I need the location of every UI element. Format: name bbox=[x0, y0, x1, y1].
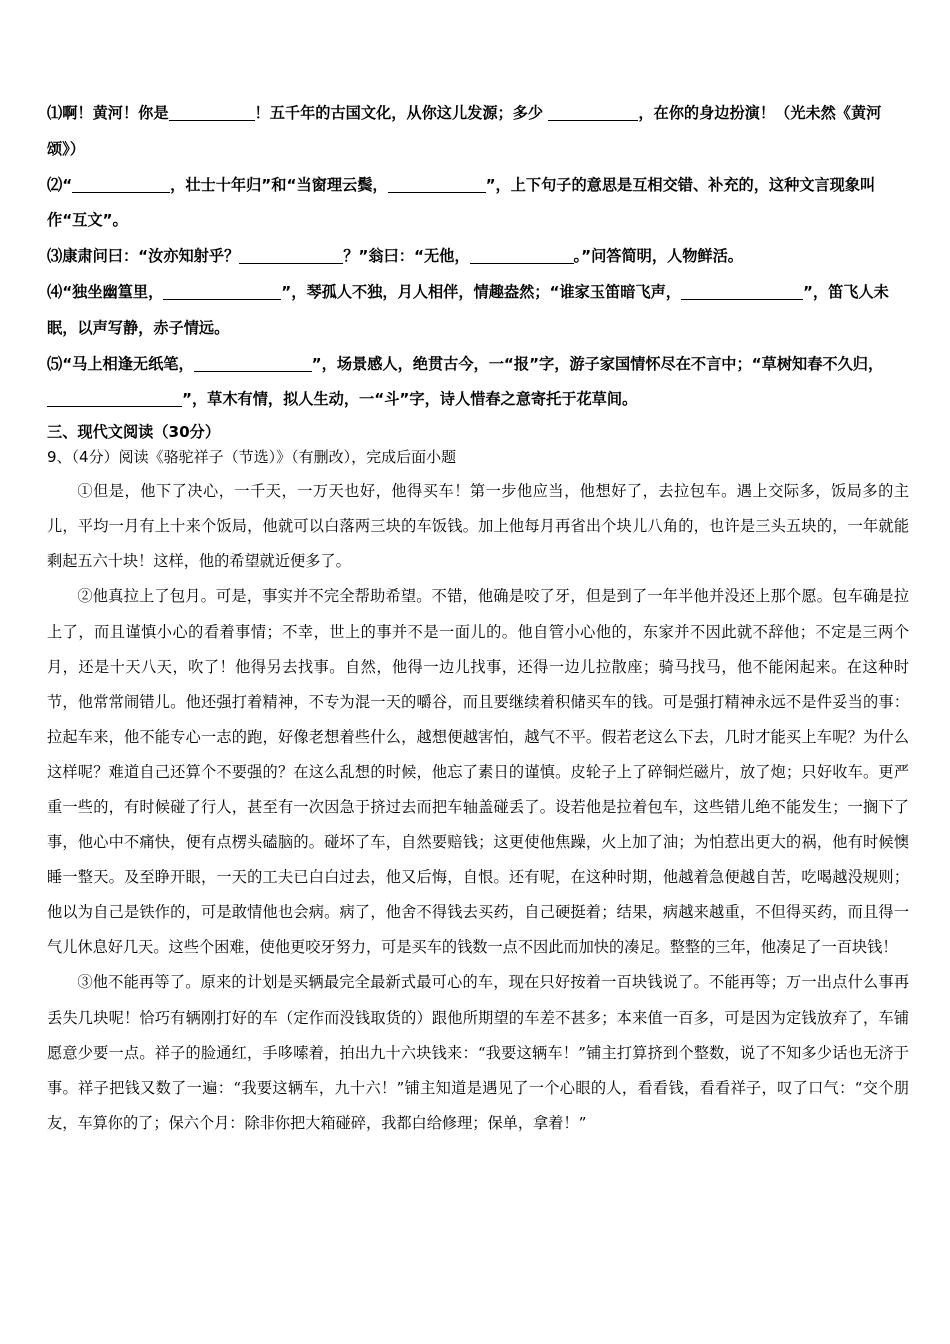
answer-blank[interactable] bbox=[239, 247, 343, 264]
fill-in-item-4: ⑷“独坐幽篁里， ”，琴孤人不独，月人相伴，情趣盎然；“谁家玉笛暗飞声， ”，笛飞人未眠，以声写静，赤子情远。 bbox=[47, 282, 889, 337]
answer-blank[interactable] bbox=[194, 355, 312, 372]
item-number: ⑴ bbox=[47, 104, 63, 122]
passage-paragraph-2: ②他真拉上了包月。可是，事实并不完全帮助希望。不错，他确是咬了牙，但是到了一年半他并没还上那个愿。包车确是拉上了，而且谨慎小心的看着事情；不幸，世上的事并不是一面儿的。他自管小心他的，东家并不因此就不辞他；不定是三两个月，还是十天八天，吹了！他得另去找事。自然，他得一边儿找事，还得一边儿拉散座；骑马找马，他不能闲起来。在这种时节，他常常闹错儿。他还强打着精神，不专为混一天的嚼谷，而且要继续着积储买车的钱。可是强打精神永远不是件妥当的事：拉起车来，他不能专心一志的跑，好像老想着些什么，越想便越害怕，越气不平。假若老这么下去，几时才能买上车呢？为什么这样呢？难道自己还算个不要强的？在这么乱想的时候，他忘了素日的谨慎。皮轮子上了碎铜烂磁片，放了炮；只好收车。更严重一些的，有时候碰了行人，甚至有一次因急于挤过去而把车轴盖碰丢了。设若他是拉着包车，这些错儿绝不能发生；一搁下了事，他心中不痛快，便有点楞头磕脑的。碰坏了车，自然要赔钱；这更使他焦躁，火上加了油；为怕惹出更大的祸，他有时候懊睡一整天。及至睁开眼，一天的工夫已白白过去，他又后悔，自恨。还有呢，在这种时期，他越着急便越自苦，吃喝越没规则；他以为自己是铁作的，可是敢情他也会病。病了，他舍不得钱去买药，自己硬挺着；结果，病越来越重，不但得买药，而且得一气儿休息好几天。这些个困难，使他更咬牙努力，可是买车的钱数一点不因此而加快的凑足。整整的三年，他凑足了一百块钱！ bbox=[47, 587, 909, 957]
passage-paragraph-1: ①但是，他下了决心，一千天，一万天也好，他得买车！第一步他应当，他想好了，去拉包车。遇上交际多，饭局多的主儿，平均一月有上十来个饭局，他就可以白落两三块的车饭钱。加上他每月再省出个块儿八角的，也许是三头五块的，一年就能剩起五六十块！这样，他的希望就近便多了。 bbox=[47, 482, 909, 571]
passage-paragraph-3: ③他不能再等了。原来的计划是买辆最完全最新式最可心的车，现在只好按着一百块钱说了。不能再等；万一出点什么事再丢失几块呢！恰巧有辆刚打好的车（定作而没钱取货的）跟他所期望的车差不甚多；本来值一百多，可是因为定钱放弃了，车铺愿意少要一点。祥子的脸通红，手哆嗦着，拍出九十六块钱来：“我要这辆车！”铺主打算挤到个整数，说了不知多少话也无济于事。祥子把钱又数了一遍：“我要这辆车，九十六！”铺主知道是遇见了一个心眼的人，看看钱，看看祥子，叹了口气：“交个朋友，车算你的了；保六个月：除非你把大箱碰碎，我都白给修理；保单，拿着！” bbox=[47, 973, 909, 1132]
question-score: （4分） bbox=[71, 448, 119, 467]
question-text: 阅读《骆驼祥子（节选）》（有删改），完成后面小题 bbox=[118, 448, 457, 467]
fill-in-item-2: ⑵“ ，壮士十年归”和“当窗理云鬓， ”，上下句子的意思是互相交错、补充的，这种文言现象叫作“互文”。 bbox=[47, 175, 876, 230]
answer-blank[interactable] bbox=[169, 104, 255, 121]
answer-blank[interactable] bbox=[470, 247, 574, 264]
exam-page bbox=[47, 96, 909, 1141]
item-number: ⑷ bbox=[47, 282, 63, 301]
answer-blank[interactable] bbox=[548, 104, 638, 121]
reading-passage bbox=[47, 474, 909, 1141]
fill-in-item-1: ⑴啊！黄河！你是 ！五千年的古国文化，从你这儿发源；多少 ，在你的身边扮演！（光未然《黄河颂》） bbox=[47, 104, 882, 158]
answer-blank[interactable] bbox=[681, 283, 803, 300]
answer-blank[interactable] bbox=[388, 176, 486, 193]
question-9-stem bbox=[47, 444, 909, 470]
section-title: 三、现代文阅读（30分） bbox=[47, 423, 221, 442]
item-number: ⑸ bbox=[47, 354, 63, 373]
item-number: ⑵ bbox=[47, 175, 63, 194]
fill-in-item-5: ⑸“马上相逢无纸笔， ”，场景感人，绝贯古今，一“报”字，游子家国情怀尽在不言中；“草树知春不久归，”，草木有情，拟人生动，一“斗”字，诗人惜春之意寄托于花草间。 bbox=[47, 354, 884, 409]
question-number: 9、 bbox=[47, 448, 72, 467]
fill-in-questions bbox=[47, 96, 909, 418]
fill-in-item-3: ⑶康肃问曰：“汝亦知射乎？ ？”翁曰：“无他， 。”问答简明，人物鲜活。 bbox=[47, 247, 743, 266]
answer-blank[interactable] bbox=[72, 176, 170, 193]
answer-blank[interactable] bbox=[47, 390, 182, 407]
item-number: ⑶ bbox=[47, 247, 63, 266]
answer-blank[interactable] bbox=[163, 283, 281, 300]
